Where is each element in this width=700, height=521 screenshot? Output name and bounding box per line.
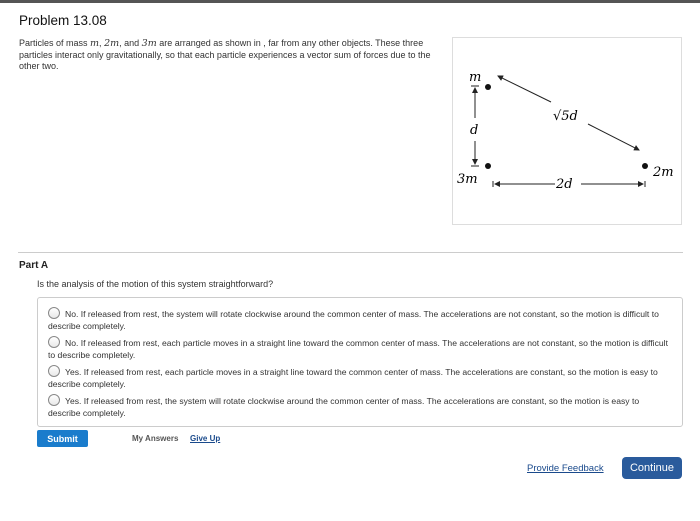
label-d: d <box>470 123 479 138</box>
option-label: Yes. If released from rest, each particle moves in a straight line toward the common center of mass. The accelerations are constant, so the motion is easy to describe completely. <box>48 367 658 389</box>
my-answers-link[interactable]: My Answers <box>132 434 179 443</box>
intro-text: are arranged as shown in , far from any other objects. These three particles interact only gravitationally, so that each particle experiences a vector sum of forces due to the other two. <box>19 38 431 71</box>
continue-button[interactable]: Continue <box>622 457 682 479</box>
answer-options <box>37 297 683 427</box>
top-bar <box>0 0 700 3</box>
answer-option[interactable] <box>48 307 673 332</box>
answer-option[interactable] <box>48 394 673 419</box>
label-3m: 3m <box>457 172 478 187</box>
problem-title: Problem 13.08 <box>19 13 107 28</box>
provide-feedback-link[interactable]: Provide Feedback <box>527 463 604 474</box>
label-2d: 2d <box>556 177 573 192</box>
section-divider <box>18 252 683 253</box>
give-up-link[interactable]: Give Up <box>190 434 221 443</box>
intro-text: , <box>99 38 105 48</box>
problem-intro <box>19 38 449 73</box>
mass-2m: 2m <box>104 38 120 49</box>
particle-m <box>485 84 491 90</box>
intro-text: Particles of mass <box>19 38 91 48</box>
label-m: m <box>469 70 482 85</box>
part-a-heading: Part A <box>19 260 49 271</box>
mass-3m: 3m <box>141 38 157 49</box>
intro-text: , and <box>119 38 142 48</box>
option-label: Yes. If released from rest, the system will rotate clockwise around the common center of mass. The accelerations are constant, so the motion is easy to describe completely. <box>48 396 640 418</box>
arrow-diag-up <box>498 76 551 102</box>
particle-3m <box>485 163 491 169</box>
radio-button[interactable] <box>48 307 60 319</box>
option-label: No. If released from rest, each particle moves in a straight line toward the common center of mass. The accelerations are not constant, so the motion is difficult to describe completely. <box>48 338 668 360</box>
label-sqrt5d: √5d <box>553 109 578 124</box>
radio-button[interactable] <box>48 394 60 406</box>
particle-diagram <box>452 37 682 225</box>
radio-button[interactable] <box>48 336 60 348</box>
option-label: No. If released from rest, the system will rotate clockwise around the common center of mass. The accelerations are not constant, so the motion is difficult to describe completely. <box>48 309 659 331</box>
radio-button[interactable] <box>48 365 60 377</box>
mass-m: m <box>90 38 100 49</box>
answer-option[interactable] <box>48 336 673 361</box>
particle-2m <box>642 163 648 169</box>
label-2m: 2m <box>653 165 674 180</box>
answer-option[interactable] <box>48 365 673 390</box>
arrow-diag-down <box>588 124 639 150</box>
part-a-question: Is the analysis of the motion of this system straightforward? <box>37 279 274 289</box>
submit-button[interactable]: Submit <box>37 430 88 447</box>
